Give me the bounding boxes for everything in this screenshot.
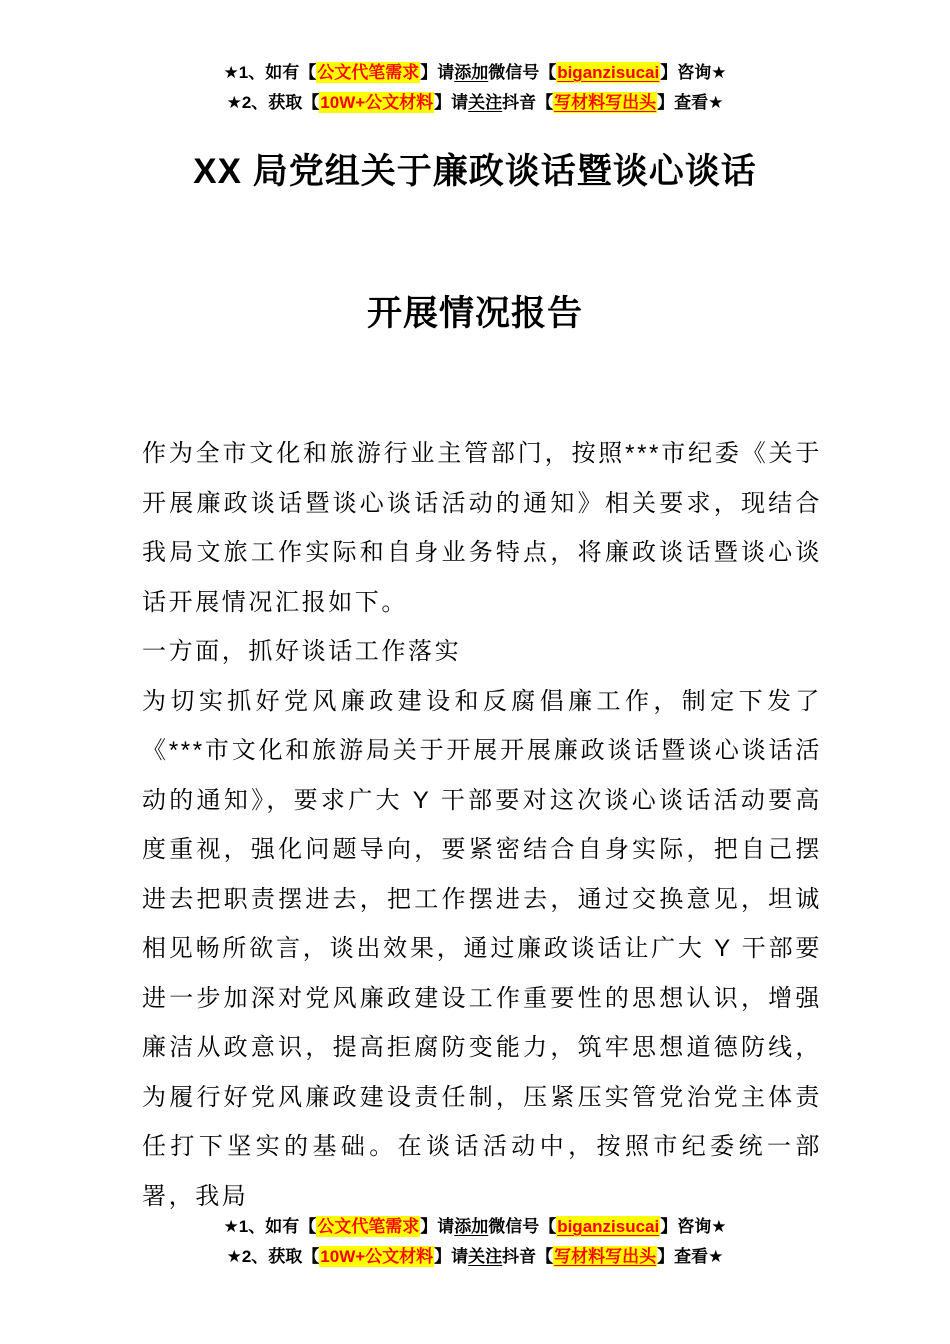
doc-body [142,429,822,1221]
add-action-underline: 添加 [454,1217,489,1236]
material-keyword-highlight: 10W+公文材料 [320,1247,434,1266]
doc-title: XX 局党组关于廉政谈话暨谈心谈话 [193,152,757,191]
notice-line-2 [0,88,950,118]
follow-action-underline: 关注 [468,1247,503,1266]
view-suffix: 】查看★ [657,93,724,112]
paragraph-intro: 作为全市文化和旅游行业主管部门，按照***市纪委《关于开展廉政谈话暨谈心谈话活动的通知》相关要求，现结合我局文旅工作实际和自身业务特点，将廉政谈话暨谈心谈话开展情况汇报如下。 [142,440,822,616]
wechat-label: 微信号【 [488,1217,557,1236]
bracket-mid: 】请 [434,1247,469,1266]
consult-suffix: 】咨询★ [660,63,727,82]
wechat-id-highlight: biganzisucai [557,63,660,82]
paragraph-section-body: 为切实抓好党风廉政建设和反腐倡廉工作，制定下发了《***市文化和旅游局关于开展开展廉政谈话暨谈心谈话活动的通知》，要求广大 Y 干部要对这次谈心谈话活动要高度重视，强化问题导向，要紧密结合自身实际，把自己摆进去把职责摆进去，把工作摆进去，通过交换意见，坦诚相见畅所欲言，谈出效果，通过廉政谈话让广大 Y 干部要进一步加深对党风廉政建设工作重要性的思想认识，增强廉洁从政意识，提高拒腐防变能力，筑牢思想道德防线，为履行好党风廉政建设责任制，压紧压实管党治党主体责任打下坚实的基础。在谈话活动中，按照市纪委统一部署，我局 [142,687,822,1210]
bracket-mid: 】请 [420,1217,455,1236]
douyin-label: 抖音【 [502,93,554,112]
view-suffix: 】查看★ [657,1247,724,1266]
douyin-label: 抖音【 [502,1247,554,1266]
notice-line-1 [0,1212,950,1242]
footer-ad-notice [0,1212,950,1272]
notice-prefix: ★1、如有【 [223,63,317,82]
notice-prefix: ★2、获取【 [226,1247,320,1266]
notice-line-2 [0,1242,950,1272]
douyin-id-highlight: 写材料写出头 [554,1247,657,1266]
consult-suffix: 】咨询★ [660,1217,727,1236]
add-action-underline: 添加 [454,63,489,82]
section-heading: 一方面，抓好谈话工作落实 [142,638,462,665]
notice-prefix: ★2、获取【 [226,93,320,112]
service-keyword-highlight: 公文代笔需求 [317,1217,420,1236]
wechat-id-highlight: biganzisucai [557,1217,660,1236]
header-ad-notice [0,58,950,118]
notice-line-1 [0,58,950,88]
doc-subtitle: 开展情况报告 [366,294,583,333]
material-keyword-highlight: 10W+公文材料 [320,93,434,112]
notice-prefix: ★1、如有【 [223,1217,317,1236]
wechat-label: 微信号【 [488,63,557,82]
service-keyword-highlight: 公文代笔需求 [317,63,420,82]
douyin-id-highlight: 写材料写出头 [554,93,657,112]
bracket-mid: 】请 [434,93,469,112]
bracket-mid: 】请 [420,63,455,82]
follow-action-underline: 关注 [468,93,503,112]
